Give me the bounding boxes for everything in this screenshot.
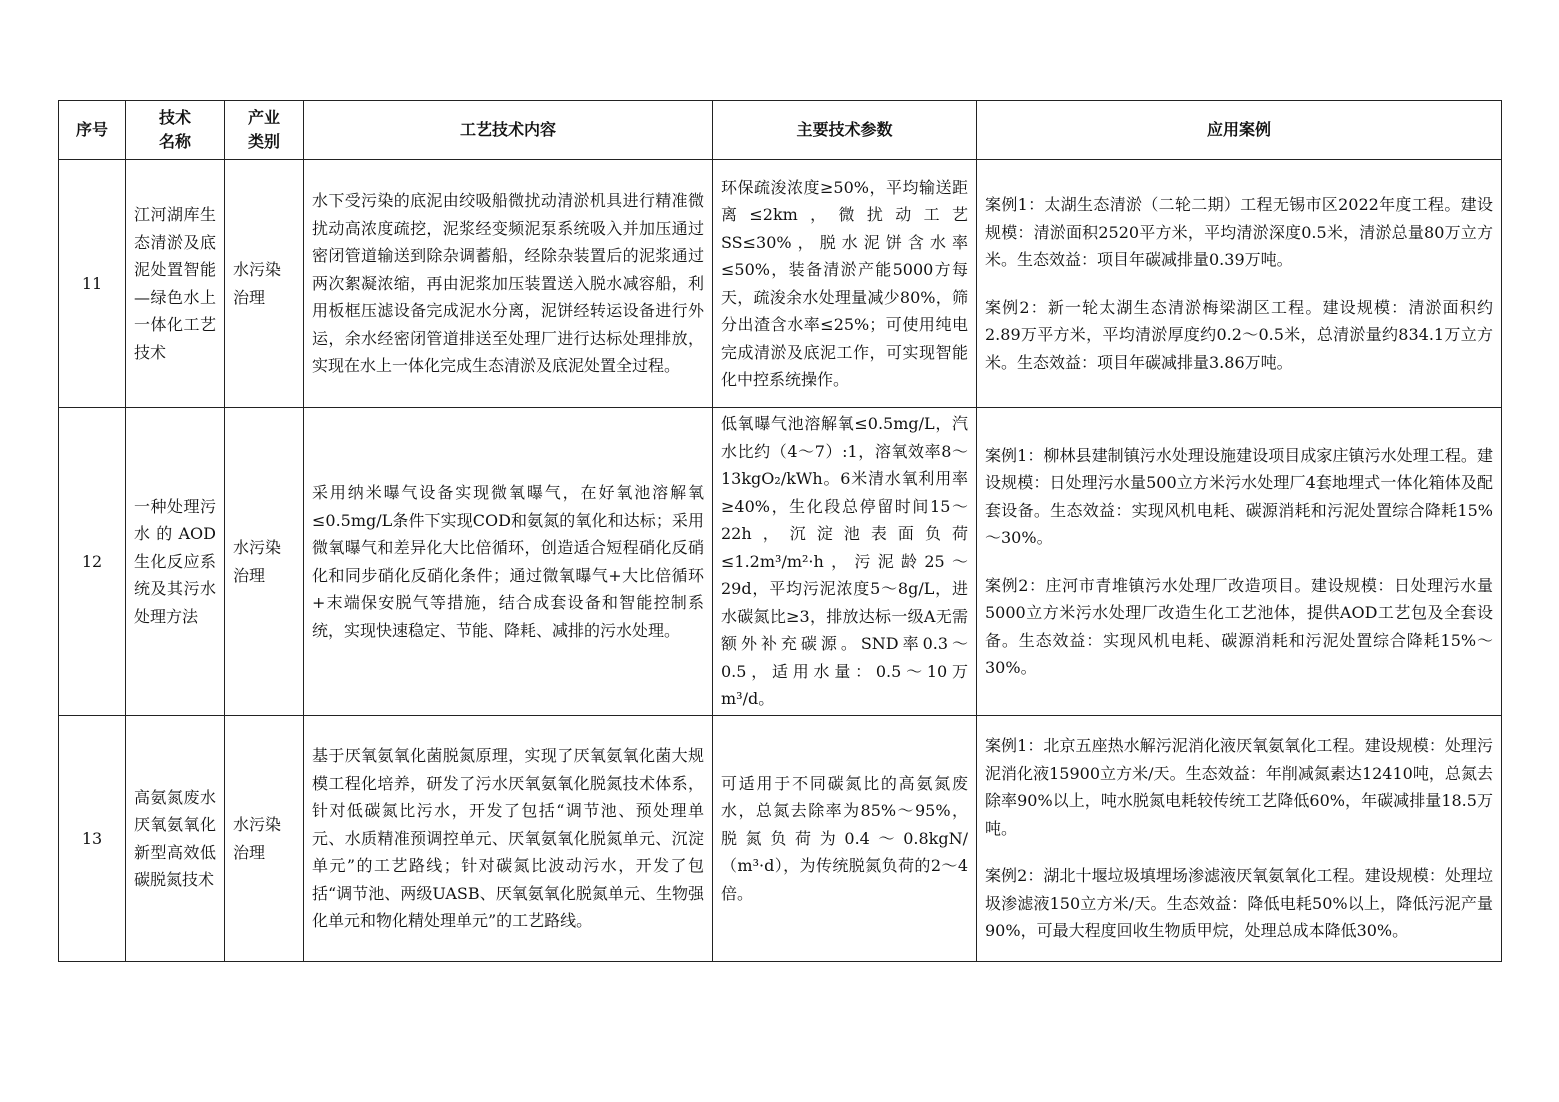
- header-category-line-2: 类别: [247, 132, 280, 151]
- header-tech-name-line-1: 技术: [158, 108, 191, 127]
- process-content: 水下受污染的底泥由绞吸船微扰动清淤机具进行精准微扰动高浓度疏挖，泥浆经变频泥泵系统吸入并加压通过密闭管道输送到除杂调蓄船，经除杂装置后的泥浆通过两次絮凝浓缩，再由泥浆加压装置送入脱水减容船，利用板框压滤设备完成泥水分离，泥饼经转运设备进行外运，余水经密闭管道排送至处理厂进行达标处理排放，实现在水上一体化完成生态清淤及底泥处置全过程。: [304, 160, 713, 408]
- main-parameters: 低氧曝气池溶解氧≤0.5mg/L，汽水比约（4～7）:1，溶氧效率8～13kgO₂/kWh。6米清水氧利用率≥40%，生化段总停留时间15～22h，沉淀池表面负荷≤1.2m³/m²·h，污泥龄25～29d，平均污泥浓度5～8g/L，进水碳氮比≥3，排放达标一级A无需额外补充碳源。SND率0.3～0.5，适用水量：0.5～10万m³/d。: [713, 408, 977, 716]
- application-cases: [977, 408, 1502, 716]
- tech-name: 一种处理污水的AOD生化反应系统及其污水处理方法: [126, 408, 225, 716]
- header-category-line-1: 产业: [247, 108, 280, 127]
- header-main-parameters: 主要技术参数: [713, 101, 977, 160]
- case-item: 案例2：湖北十堰垃圾填埋场渗滤液厌氧氨氧化工程。建设规模：处理垃圾渗滤液150立方米/天。生态效益：降低电耗50%以上，降低污泥产量90%，可最大程度回收生物质甲烷，处理总成本降低30%。: [985, 866, 1493, 941]
- header-application-cases: 应用案例: [977, 101, 1502, 160]
- row-number: 12: [59, 408, 126, 716]
- case-item: 案例2：新一轮太湖生态清淤梅梁湖区工程。建设规模：清淤面积约2.89万平方米，平均清淤厚度约0.2～0.5米，总清淤量约834.1万立方米。生态效益：项目年碳减排量3.86万吨。: [985, 297, 1493, 372]
- header-tech-name-line-2: 名称: [158, 132, 191, 151]
- case-item: 案例1：柳林县建制镇污水处理设施建设项目成家庄镇污水处理工程。建设规模：日处理污水量500立方米污水处理厂4套地埋式一体化箱体及配套设备。生态效益：实现风机电耗、碳源消耗和污泥处置综合降耗15%～30%。: [985, 445, 1493, 547]
- industry-category: 水污染治理: [225, 408, 304, 716]
- main-parameters: 可适用于不同碳氮比的高氨氮废水，总氮去除率为85%～95%，脱氮负荷为0.4～0.8kgN/（m³·d），为传统脱氮负荷的2～4倍。: [713, 716, 977, 962]
- industry-category: 水污染治理: [225, 160, 304, 408]
- tech-name: 江河湖库生态清淤及底泥处置智能—绿色水上一体化工艺技术: [126, 160, 225, 408]
- row-number: 11: [59, 160, 126, 408]
- table-row: [59, 160, 1502, 408]
- application-cases: [977, 160, 1502, 408]
- case-item: 案例1：太湖生态清淤（二轮二期）工程无锡市区2022年度工程。建设规模：清淤面积2520平方米，平均清淤深度0.5米，清淤总量80万立方米。生态效益：项目年碳减排量0.39万吨。: [985, 195, 1493, 269]
- header-serial-number: 序号: [59, 101, 126, 160]
- case-item: 案例2：庄河市青堆镇污水处理厂改造项目。建设规模：日处理污水量5000立方米污水处理厂改造生化工艺池体，提供AOD工艺包及全套设备。生态效益：实现风机电耗、碳源消耗和污泥处置综合降耗15%～30%。: [985, 575, 1493, 677]
- row-number: 13: [59, 716, 126, 962]
- header-tech-name: [126, 101, 225, 160]
- case-item: 案例1：北京五座热水解污泥消化液厌氧氨氧化工程。建设规模：处理污泥消化液15900立方米/天。生态效益：年削减氮素达12410吨，总氮去除率90%以上，吨水脱氮电耗较传统工艺降低60%，年碳减排量18.5万吨。: [985, 736, 1493, 838]
- tech-name: 高氨氮废水厌氧氨氧化新型高效低碳脱氮技术: [126, 716, 225, 962]
- main-parameters: 环保疏浚浓度≥50%，平均输送距离≤2km，微扰动工艺SS≤30%，脱水泥饼含水率≤50%，装备清淤产能5000方每天，疏浚余水处理量减少80%，筛分出渣含水率≤25%；可使用纯电完成清淤及底泥工作，可实现智能化中控系统操作。: [713, 160, 977, 408]
- header-row: [59, 101, 1502, 160]
- process-content: 采用纳米曝气设备实现微氧曝气，在好氧池溶解氧≤0.5mg/L条件下实现COD和氨氮的氧化和达标；采用微氧曝气和差异化大比倍循环，创造适合短程硝化反硝化和同步硝化反硝化条件；通过微氧曝气+大比倍循环+末端保安脱气等措施，结合成套设备和智能控制系统，实现快速稳定、节能、降耗、减排的污水处理。: [304, 408, 713, 716]
- header-industry-category: [225, 101, 304, 160]
- table-row: [59, 716, 1502, 962]
- industry-category: 水污染治理: [225, 716, 304, 962]
- technology-table: [58, 100, 1502, 962]
- header-process-content: 工艺技术内容: [304, 101, 713, 160]
- table-row: [59, 408, 1502, 716]
- process-content: 基于厌氧氨氧化菌脱氮原理，实现了厌氧氨氧化菌大规模工程化培养，研发了污水厌氧氨氧化脱氮技术体系，针对低碳氮比污水，开发了包括“调节池、预处理单元、水质精准预调控单元、厌氧氨氧化脱氮单元、沉淀单元”的工艺路线；针对碳氮比波动污水，开发了包括“调节池、两级UASB、厌氧氨氧化脱氮单元、生物强化单元和物化精处理单元”的工艺路线。: [304, 716, 713, 962]
- application-cases: [977, 716, 1502, 962]
